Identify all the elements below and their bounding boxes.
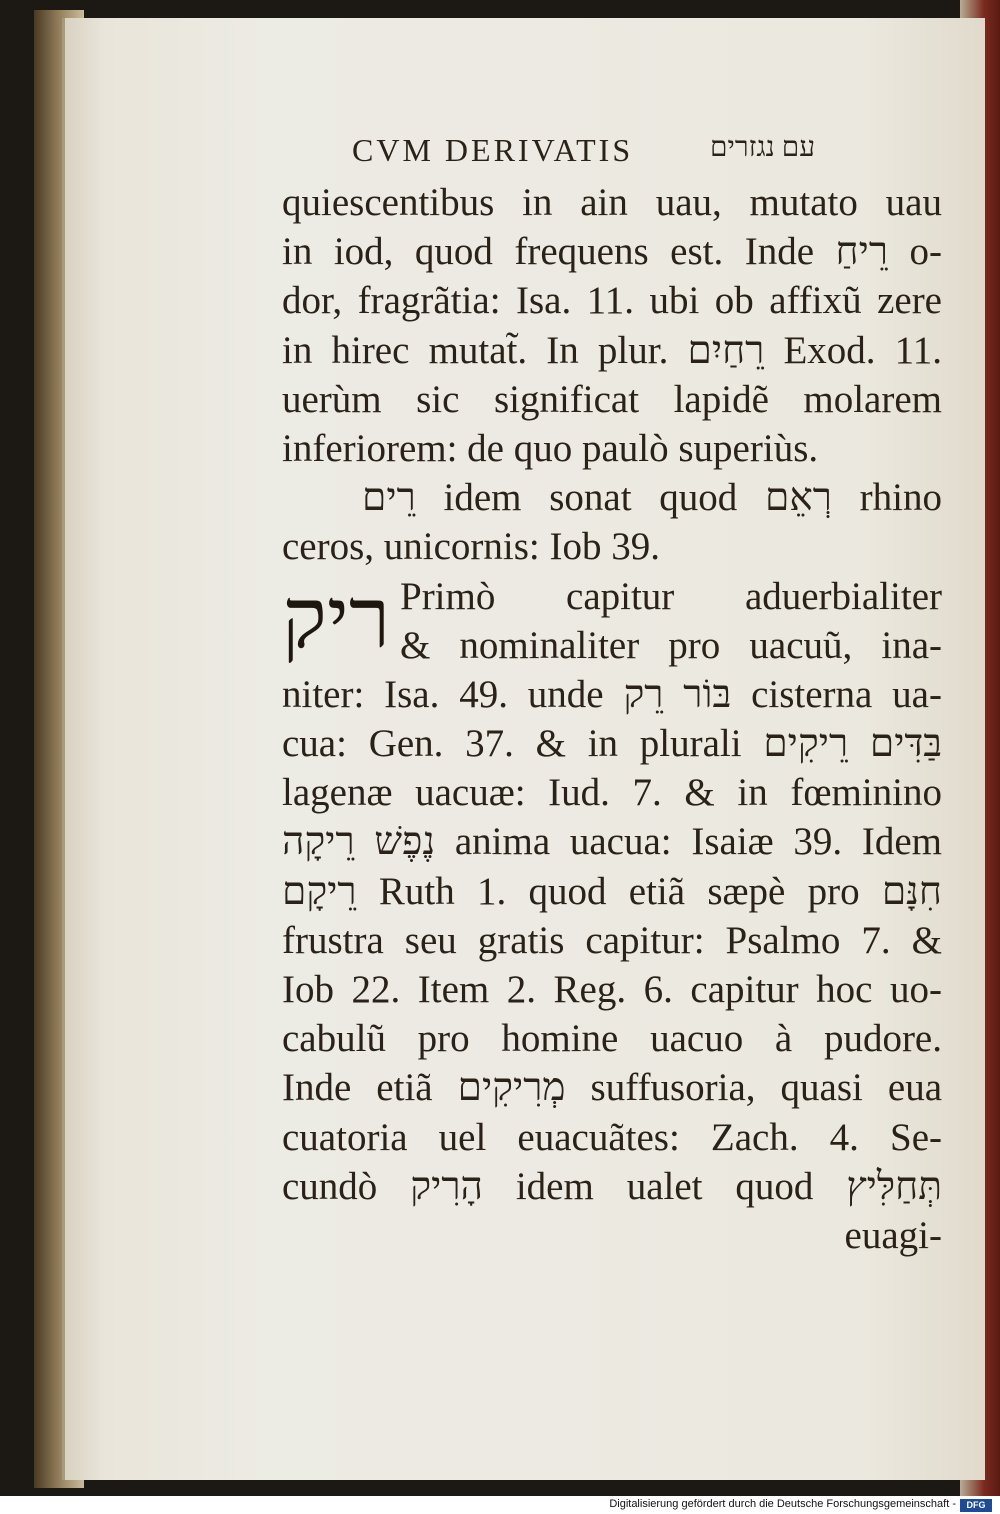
text-line: cundò הָרִיק idem ualet quod תְּחַלִּיץ — [282, 1164, 942, 1208]
catchword: euagi- — [844, 1213, 942, 1257]
text-line: in iod, quod frequens est. Inde רֵיחַ o- — [282, 230, 942, 274]
text-line: Primò capitur aduerbialiter — [400, 574, 942, 618]
text-line: niter: Isa. 49. unde בּוֹר רֵק cisterna ua- — [282, 672, 942, 716]
text-line: cabulũ pro homine uacuo à pudore. — [282, 1017, 942, 1061]
text-line: inferiorem: de quo paulò superiùs. — [282, 426, 819, 470]
footer-credit: Digitalisierung gefördert durch die Deutsche Forschungsgemeinschaft - — [609, 1498, 956, 1510]
text-line: & nominaliter pro uacuũ, ina- — [400, 623, 942, 667]
text-line: רֵים idem sonat quod רְאֵם rhino — [362, 476, 942, 520]
drop-initial: ריק — [282, 569, 391, 667]
text-line: lagenæ uacuæ: Iud. 7. & in fœminino — [282, 771, 942, 815]
text-line: ceros, unicornis: Iob 39. — [282, 525, 661, 569]
text-line: frustra seu gratis capitur: Psalmo 7. & — [282, 918, 942, 962]
text-line: quiescentibus in ain uau, mutato uau — [282, 181, 942, 224]
body-text — [282, 178, 942, 1260]
text-line: uerùm sic significat lapidẽ molarem — [282, 377, 942, 421]
text-line: dor, fragrãtia: Isa. 11. ubi ob affixũ zere — [282, 279, 942, 323]
dfg-logo: DFG — [960, 1499, 992, 1512]
text-line: Inde etiã מְרִיקִים suffusoria, quasi eua — [282, 1066, 942, 1110]
text-line: רֵיקָם Ruth 1. quod etiã sæpè pro חִנָּם — [282, 869, 942, 913]
running-head-latin: CVM DERIVATIS — [352, 132, 634, 168]
text-line: cua: Gen. 37. & in plurali בַּדִּים רֵיקִים — [282, 722, 942, 766]
text-line: in hirec mutat̃. In plur. רֵחַיִם Exod. 11. — [282, 328, 942, 372]
running-head-hebrew: עם נגזרים — [710, 132, 816, 163]
text-line: Iob 22. Item 2. Reg. 6. capitur hoc uo- — [282, 968, 942, 1011]
text-line: cuatoria uel euacuãtes: Zach. 4. Se- — [282, 1115, 942, 1159]
text-line: נֶפֶשׁ רֵיקָה anima uacua: Isaiæ 39. Idem — [282, 820, 942, 864]
running-head — [0, 128, 1000, 172]
